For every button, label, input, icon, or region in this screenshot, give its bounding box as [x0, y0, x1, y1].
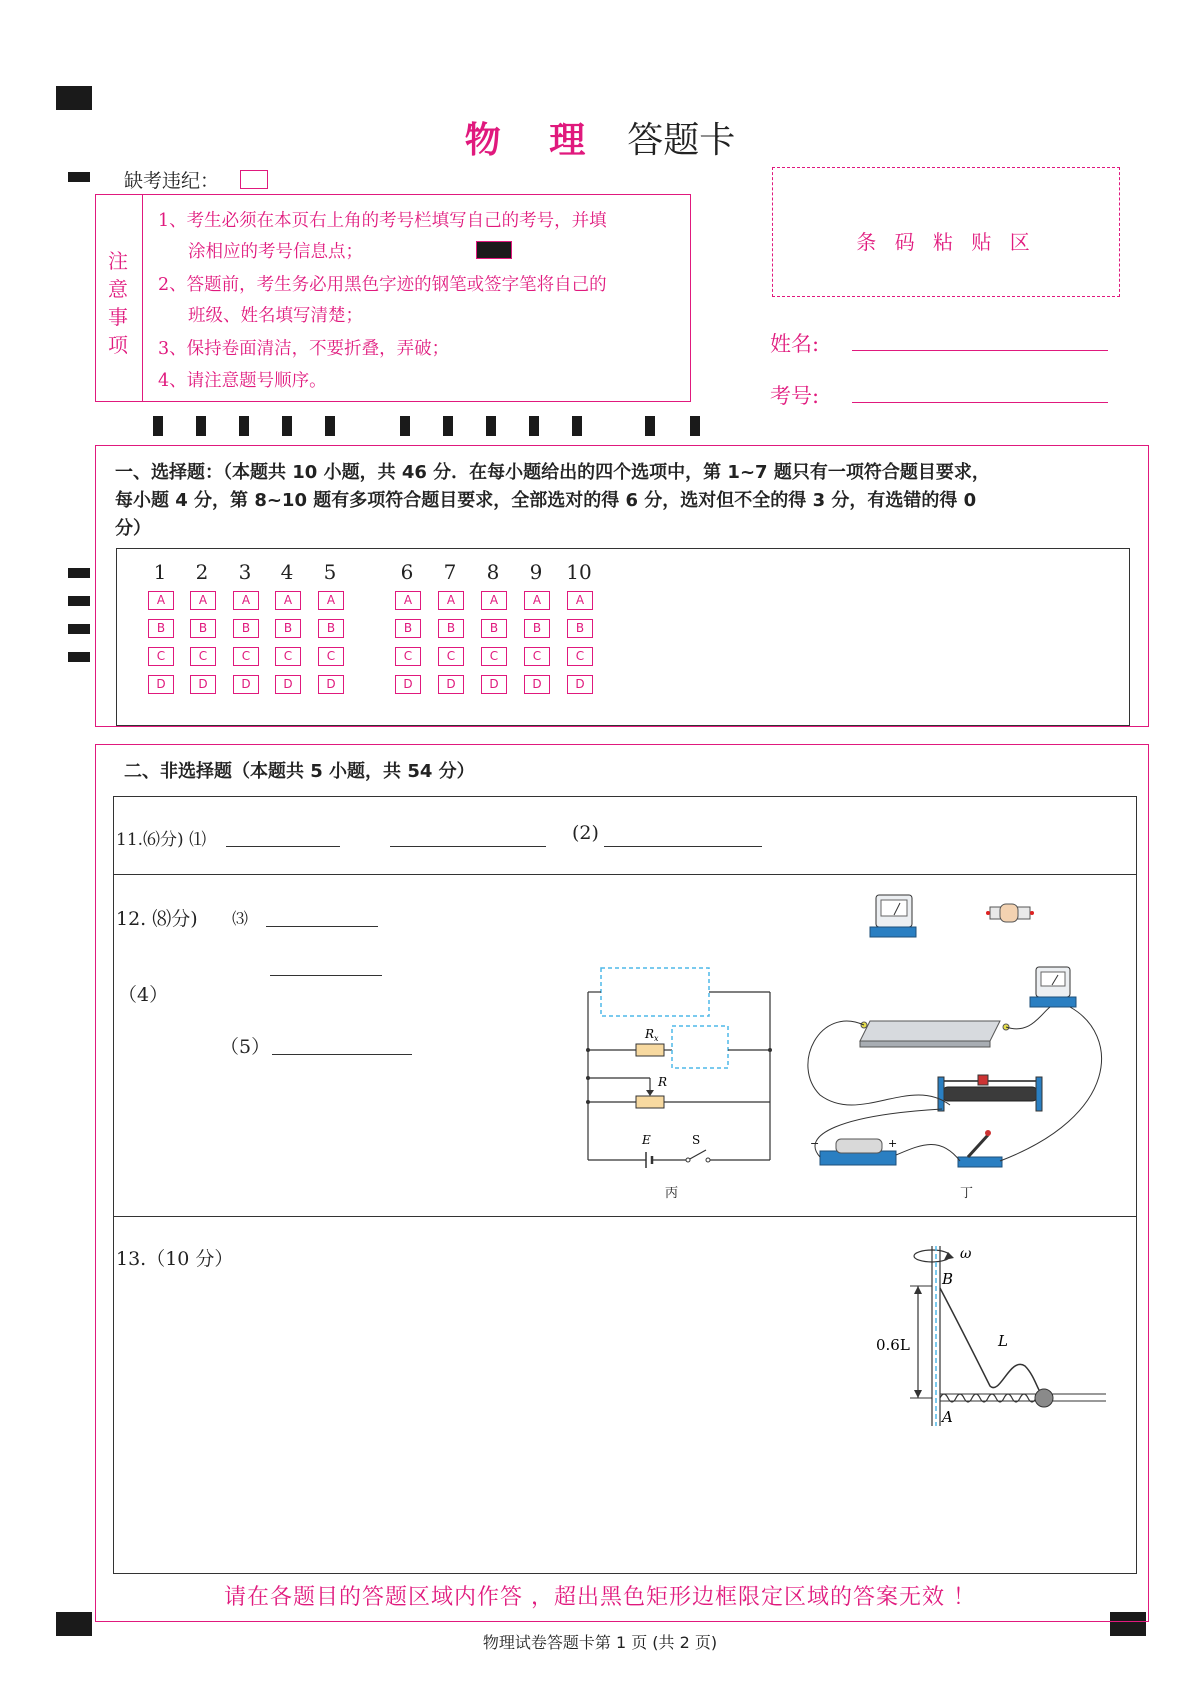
rheostat-r	[636, 1096, 664, 1108]
option-bubble-a[interactable]: A	[148, 591, 174, 610]
timing-mark	[443, 416, 453, 436]
circuit-caption: 丙	[665, 1186, 679, 1201]
timing-mark	[282, 416, 292, 436]
option-bubble-c[interactable]: C	[148, 647, 174, 666]
option-bubble-d[interactable]: D	[438, 675, 464, 694]
option-bubble-d[interactable]: D	[318, 675, 344, 694]
section-choice-heading: 每小题 4 分，第 8~10 题有多项符合题目要求，全部选对的得 6 分，选对但不全的得 3 分，有选错的得 0	[115, 490, 977, 511]
option-bubble-c[interactable]: C	[524, 647, 550, 666]
q11-answer-line-3[interactable]	[604, 846, 762, 847]
pendulum-diagram	[876, 1236, 1120, 1432]
filled-mark-example	[476, 241, 512, 259]
section-choice-heading: 一、选择题：（本题共 10 小题，共 46 分．在每小题给出的四个选项中，第 1~7 题只有一项符合题目要求，	[115, 462, 990, 483]
exam-no-input-line[interactable]	[852, 402, 1108, 403]
row-divider	[113, 1216, 1137, 1217]
option-bubble-a[interactable]: A	[395, 591, 421, 610]
option-bubble-b[interactable]: B	[395, 619, 421, 638]
option-bubble-d[interactable]: D	[275, 675, 301, 694]
apparatus-diagram	[800, 895, 1130, 1195]
timing-mark	[68, 568, 90, 578]
row-divider	[113, 874, 1137, 875]
timing-mark	[690, 416, 700, 436]
question-number: 9	[529, 560, 543, 584]
q12-answer-line-1[interactable]	[266, 926, 378, 927]
notice-label: 注意事项	[108, 249, 128, 357]
option-bubble-d[interactable]: D	[481, 675, 507, 694]
option-bubble-d[interactable]: D	[524, 675, 550, 694]
switch-icon	[958, 1130, 1002, 1167]
option-bubble-c[interactable]: C	[275, 647, 301, 666]
timing-mark	[529, 416, 539, 436]
notice-box	[95, 194, 691, 402]
apparatus-caption: 丁	[960, 1186, 974, 1201]
question-number: 4	[280, 560, 294, 584]
name-label: 姓名:	[770, 332, 820, 356]
rotation-arrow-head	[944, 1252, 954, 1260]
question-number: 5	[323, 560, 337, 584]
card-title: 答题卡	[627, 120, 736, 161]
dimension-arrow	[914, 1286, 922, 1294]
notice-item: 涂相应的考号信息点；	[188, 242, 363, 262]
q12-answer-line-3[interactable]	[272, 1054, 412, 1055]
q11-part2-label: (2)	[572, 822, 599, 844]
circuit-diagram	[580, 960, 780, 1200]
battery-holder-icon	[810, 1137, 897, 1165]
plate-resistor-icon	[860, 1021, 1009, 1047]
option-bubble-c[interactable]: C	[395, 647, 421, 666]
notice-item: 班级、姓名填写清楚；	[188, 306, 363, 326]
r-label: R	[658, 1075, 668, 1089]
string	[940, 1288, 1042, 1394]
q12-part3-label: ⑶	[232, 909, 249, 928]
question-number: 1	[153, 560, 167, 584]
timing-mark	[572, 416, 582, 436]
ball	[1035, 1389, 1053, 1407]
option-bubble-d[interactable]: D	[395, 675, 421, 694]
point-b-label: B	[942, 1270, 954, 1288]
q11-label: 11.⑹分) ⑴	[116, 830, 207, 850]
junction	[586, 1076, 590, 1080]
notice-item: 2、答题前，考生务必用黑色字迹的钢笔或签字笔将自己的	[158, 275, 607, 295]
option-bubble-a[interactable]: A	[438, 591, 464, 610]
absent-checkbox[interactable]	[240, 170, 268, 189]
timing-mark	[400, 416, 410, 436]
option-bubble-a[interactable]: A	[524, 591, 550, 610]
option-bubble-d[interactable]: D	[190, 675, 216, 694]
option-bubble-c[interactable]: C	[438, 647, 464, 666]
switch-contact	[686, 1158, 690, 1162]
barcode-area	[772, 167, 1120, 297]
question-number: 7	[443, 560, 457, 584]
question-number: 2	[195, 560, 209, 584]
barcode-label: 条 码 粘 贴 区	[856, 230, 1036, 254]
notice-item: 4、请注意题号顺序。	[158, 371, 327, 391]
e-label: E	[642, 1133, 651, 1147]
option-bubble-c[interactable]: C	[190, 647, 216, 666]
option-bubble-a[interactable]: A	[481, 591, 507, 610]
notice-item: 3、保持卷面清洁，不要折叠，弄破；	[158, 339, 450, 359]
string-l-label: L	[998, 1332, 1008, 1350]
option-bubble-b[interactable]: B	[275, 619, 301, 638]
timing-mark	[645, 416, 655, 436]
absent-label: 缺考违纪：	[124, 170, 220, 192]
junction	[768, 1048, 772, 1052]
wire	[1006, 1007, 1050, 1029]
option-bubble-b[interactable]: B	[438, 619, 464, 638]
point-a-label: A	[942, 1408, 953, 1426]
option-bubble-b[interactable]: B	[481, 619, 507, 638]
q11-answer-line-2[interactable]	[390, 846, 546, 847]
q11-answer-line-1[interactable]	[226, 846, 340, 847]
page-title	[0, 112, 1200, 163]
svg-text:−: −	[810, 1137, 820, 1150]
rx-label: $R_x$	[645, 1027, 659, 1043]
q12-label: 12. ⑻分)	[116, 908, 198, 930]
timing-mark	[325, 416, 335, 436]
q13-label: 13.（10 分）	[116, 1248, 234, 1270]
switch-blade	[688, 1150, 706, 1160]
option-bubble-d[interactable]: D	[233, 675, 259, 694]
page-number: 物理试卷答题卡第 1 页 (共 2 页)	[482, 1633, 718, 1652]
slider-arrow-head	[646, 1090, 654, 1096]
timing-mark	[68, 624, 90, 634]
corner-mark-top-left	[56, 86, 92, 110]
notice-item: 1、考生必须在本页右上角的考号栏填写自己的考号，并填	[158, 211, 607, 231]
question-number: 10	[566, 560, 592, 584]
rheostat-icon	[938, 1075, 1042, 1111]
q12-answer-line-2[interactable]	[270, 975, 382, 976]
option-bubble-a[interactable]: A	[190, 591, 216, 610]
option-bubble-b[interactable]: B	[524, 619, 550, 638]
option-bubble-b[interactable]: B	[190, 619, 216, 638]
dimension-arrow	[914, 1390, 922, 1398]
s-label: S	[692, 1133, 701, 1147]
resistor-component-icon	[986, 904, 1034, 922]
option-bubble-c[interactable]: C	[233, 647, 259, 666]
junction	[586, 1100, 590, 1104]
question-number: 8	[486, 560, 500, 584]
name-input-line[interactable]	[852, 350, 1108, 351]
timing-mark	[68, 596, 90, 606]
voltmeter-icon	[870, 895, 916, 937]
timing-mark	[486, 416, 496, 436]
timing-mark	[239, 416, 249, 436]
option-bubble-c[interactable]: C	[481, 647, 507, 666]
option-bubble-a[interactable]: A	[233, 591, 259, 610]
q12-part4-label: （4）	[118, 984, 169, 1006]
question-number: 6	[400, 560, 414, 584]
notice-label-cell	[96, 195, 143, 401]
dashed-meter-box	[601, 968, 709, 1016]
switch-contact	[706, 1158, 710, 1162]
option-bubble-a[interactable]: A	[567, 591, 593, 610]
option-bubble-a[interactable]: A	[318, 591, 344, 610]
wire	[1000, 1007, 1102, 1161]
exam-no-label: 考号:	[770, 384, 820, 408]
option-bubble-d[interactable]: D	[567, 675, 593, 694]
option-bubble-b[interactable]: B	[148, 619, 174, 638]
option-bubble-c[interactable]: C	[567, 647, 593, 666]
omega-label: ω	[960, 1246, 972, 1262]
option-bubble-b[interactable]: B	[318, 619, 344, 638]
section-nonchoice-heading: 二、非选择题（本题共 5 小题，共 54 分）	[124, 761, 475, 782]
question-number: 3	[238, 560, 252, 584]
ammeter-icon	[1030, 967, 1076, 1007]
answer-area-warning: 请在各题目的答题区域内作答 ，超出黑色矩形边框限定区域的答案无效 ！	[224, 1585, 976, 1610]
junction	[586, 1048, 590, 1052]
timing-mark	[68, 652, 90, 662]
option-bubble-a[interactable]: A	[275, 591, 301, 610]
option-bubble-b[interactable]: B	[233, 619, 259, 638]
q12-part5-label: （5）	[220, 1036, 271, 1058]
subject-title: 物 理	[464, 120, 604, 161]
timing-mark	[153, 416, 163, 436]
svg-text:+: +	[888, 1137, 898, 1150]
option-bubble-d[interactable]: D	[148, 675, 174, 694]
option-bubble-c[interactable]: C	[318, 647, 344, 666]
length-label: 0.6L	[876, 1336, 910, 1354]
timing-mark	[196, 416, 206, 436]
option-bubble-b[interactable]: B	[567, 619, 593, 638]
timing-mark	[68, 172, 90, 182]
resistor-rx	[636, 1044, 664, 1056]
dashed-meter-box	[672, 1026, 728, 1068]
wire	[896, 1144, 960, 1161]
section-choice-heading: 分）	[115, 518, 151, 539]
